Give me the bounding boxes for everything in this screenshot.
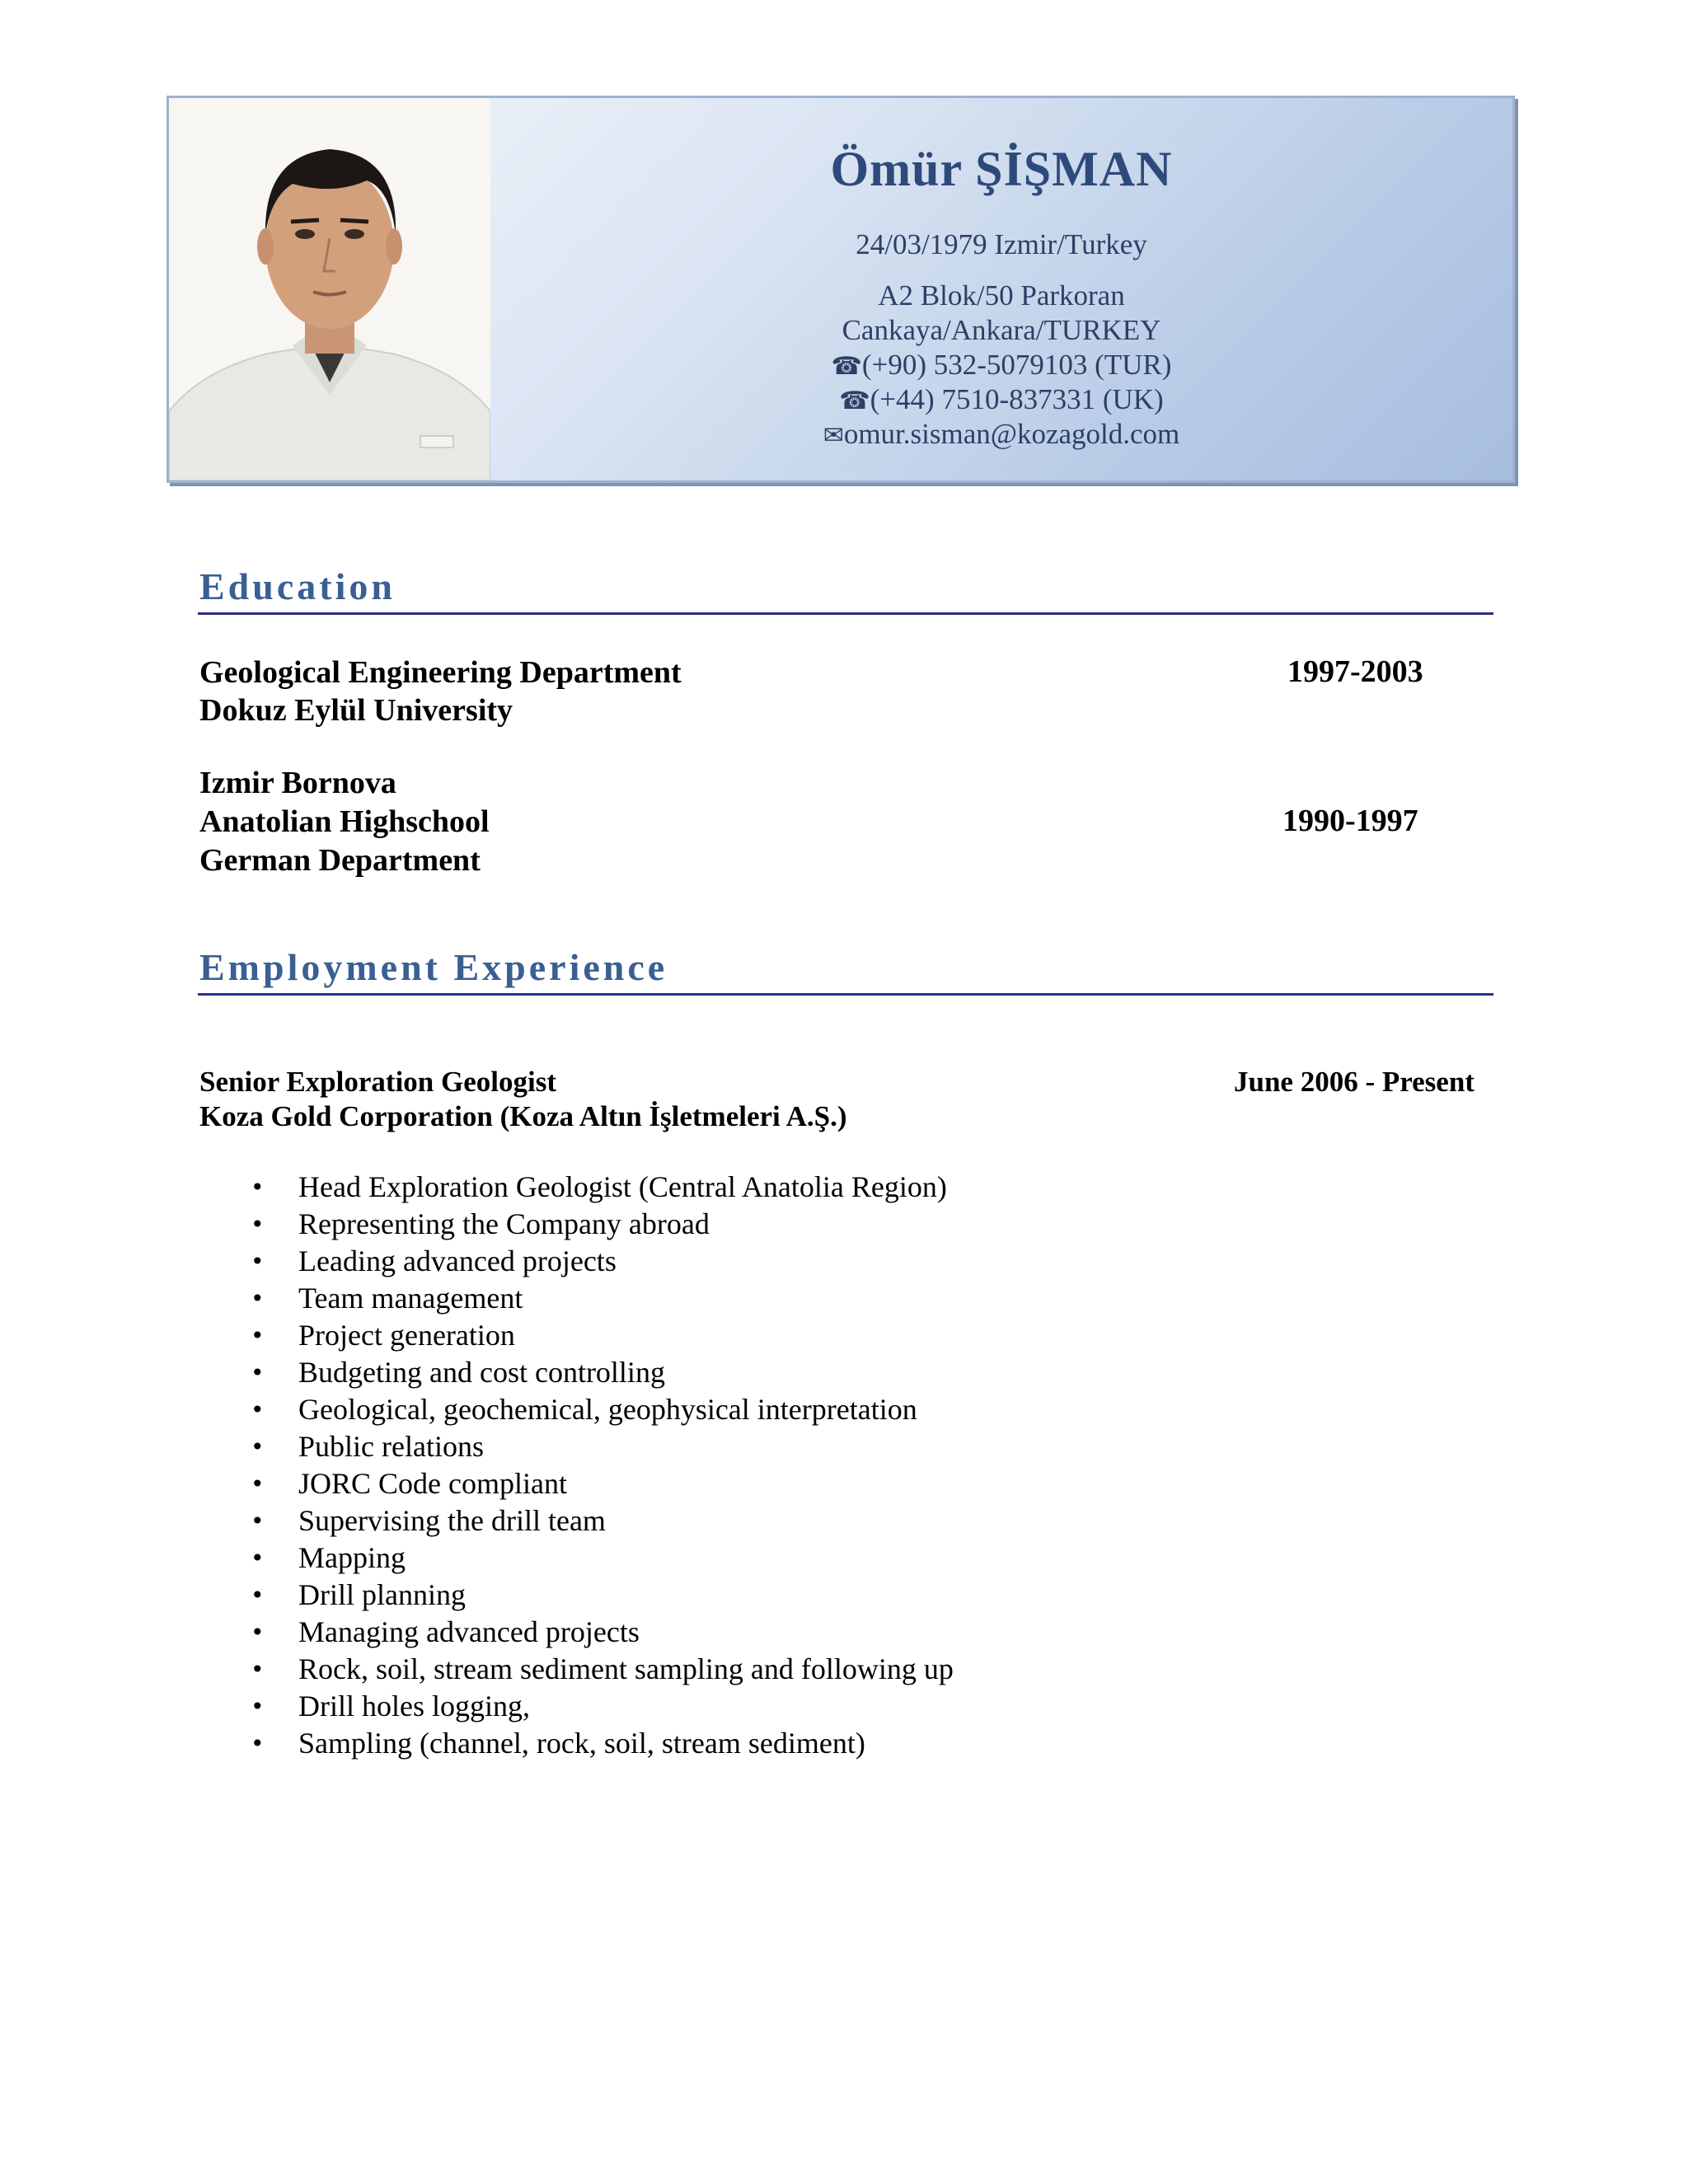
address-line-1: A2 Blok/50 Parkoran: [878, 279, 1125, 312]
contact-block: [490, 98, 1512, 480]
highschool-department: German Department: [199, 843, 481, 878]
email: [490, 417, 1512, 453]
bullet-icon: •: [251, 1359, 265, 1386]
duty-item: [199, 1725, 954, 1762]
duty-item: [199, 1169, 954, 1206]
duty-text: Geological, geochemical, geophysical interpretation: [298, 1393, 917, 1426]
duty-item: [199, 1465, 954, 1502]
phone-tur-text: (+90) 532-5079103 (TUR): [861, 349, 1172, 381]
duty-text: Sampling (channel, rock, soil, stream sediment): [298, 1727, 865, 1760]
bullet-icon: •: [251, 1619, 265, 1646]
bullet-icon: •: [251, 1730, 265, 1757]
highschool-name: Anatolian Highschool: [199, 804, 490, 839]
education-divider: [198, 612, 1493, 615]
duty-item: [199, 1280, 954, 1317]
duty-item: [199, 1317, 954, 1354]
duty-text: JORC Code compliant: [298, 1467, 567, 1500]
employment-divider: [198, 993, 1493, 996]
birth-info: 24/03/1979 Izmir/Turkey: [856, 228, 1147, 260]
phone-tur: [490, 348, 1512, 384]
university-name: Dokuz Eylül University: [199, 693, 513, 728]
duty-item: [199, 1614, 954, 1651]
header-banner: [166, 96, 1515, 483]
phone-icon: ☎: [831, 352, 862, 381]
duty-item: [199, 1577, 954, 1614]
bullet-icon: •: [251, 1248, 265, 1275]
bullet-icon: •: [251, 1285, 265, 1312]
bullet-icon: •: [251, 1544, 265, 1572]
bullet-icon: •: [251, 1396, 265, 1423]
duties-list: [199, 1169, 954, 1762]
bullet-icon: •: [251, 1582, 265, 1609]
duty-text: Rock, soil, stream sediment sampling and following up: [298, 1652, 954, 1685]
university-years: 1997-2003: [1287, 654, 1423, 689]
profile-photo: [169, 98, 490, 480]
job-position: Senior Exploration Geologist: [199, 1066, 556, 1098]
duty-item: [199, 1206, 954, 1243]
duty-text: Project generation: [298, 1319, 515, 1352]
duty-item: [199, 1540, 954, 1577]
duty-item: [199, 1243, 954, 1280]
duty-text: Team management: [298, 1282, 523, 1315]
highschool-years: 1990-1997: [1282, 804, 1418, 838]
duty-item: [199, 1428, 954, 1465]
bullet-icon: •: [251, 1211, 265, 1238]
bullet-icon: •: [251, 1174, 265, 1201]
bullet-icon: •: [251, 1656, 265, 1683]
duty-text: Drill planning: [298, 1578, 466, 1611]
duty-text: Head Exploration Geologist (Central Anatolia Region): [298, 1170, 947, 1203]
duty-text: Drill holes logging,: [298, 1690, 530, 1722]
duty-item: [199, 1391, 954, 1428]
bullet-icon: •: [251, 1433, 265, 1460]
bullet-icon: •: [251, 1470, 265, 1497]
envelope-icon: ✉: [823, 421, 844, 450]
phone-uk-text: (+44) 7510-837331 (UK): [870, 383, 1164, 415]
duty-text: Supervising the drill team: [298, 1504, 606, 1537]
email-text: omur.sisman@kozagold.com: [843, 418, 1180, 450]
duty-text: Representing the Company abroad: [298, 1207, 710, 1240]
job-period: June 2006 - Present: [1234, 1066, 1475, 1098]
duty-item: [199, 1688, 954, 1725]
duty-text: Managing advanced projects: [298, 1615, 640, 1648]
highschool-location: Izmir Bornova: [199, 766, 396, 800]
job-company: Koza Gold Corporation (Koza Altın İşletmeleri A.Ş.): [199, 1100, 847, 1132]
bullet-icon: •: [251, 1507, 265, 1535]
bullet-icon: •: [251, 1322, 265, 1349]
phone-uk: [490, 382, 1512, 419]
bullet-icon: •: [251, 1693, 265, 1720]
duty-text: Mapping: [298, 1541, 406, 1574]
address-line-2: Cankaya/Ankara/TURKEY: [842, 314, 1161, 346]
phone-icon: ☎: [839, 387, 870, 415]
duty-text: Public relations: [298, 1430, 484, 1463]
university-department: Geological Engineering Department: [199, 655, 682, 690]
duty-text: Leading advanced projects: [298, 1244, 617, 1277]
duty-item: [199, 1651, 954, 1688]
full-name: Ömür ŞİŞMAN: [830, 142, 1173, 196]
duty-text: Budgeting and cost controlling: [298, 1356, 665, 1389]
employment-heading: Employment Experience: [199, 946, 668, 988]
duty-item: [199, 1354, 954, 1391]
education-heading: Education: [199, 565, 396, 607]
duty-item: [199, 1502, 954, 1540]
